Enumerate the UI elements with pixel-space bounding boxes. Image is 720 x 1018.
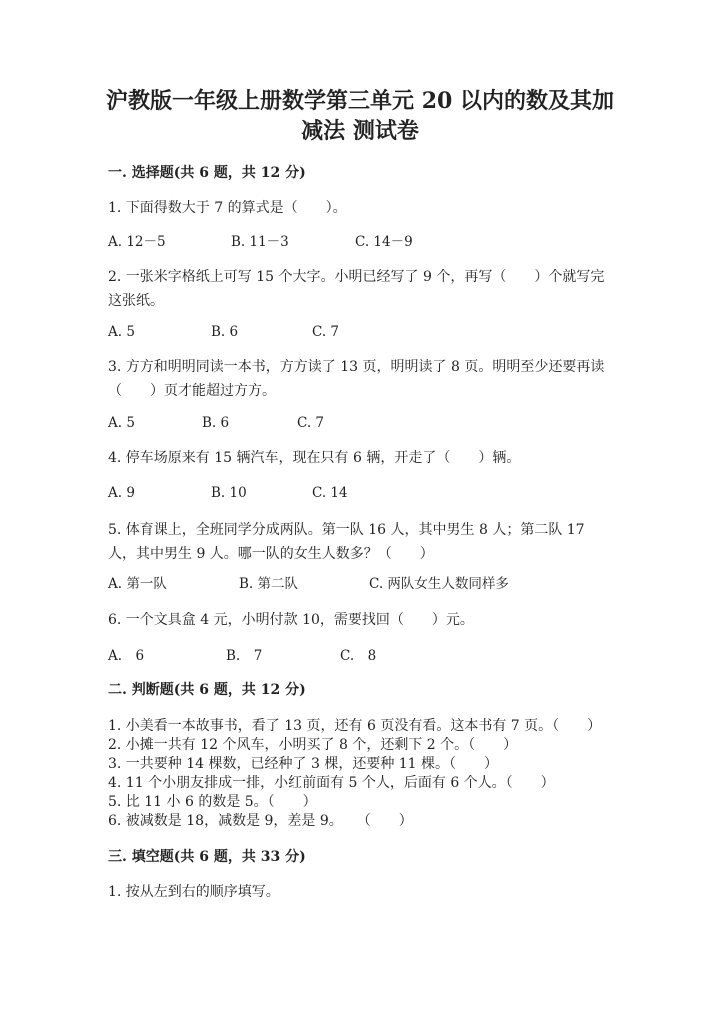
choice-question-6: 6. 一个文具盒 4 元，小明付款 10，需要找回（ ）元。 [108, 612, 474, 628]
judge-question: 1. 小美看一本故事书，看了 13 页，还有 6 页没有看。这本书有 7 页。（ ） [108, 718, 602, 734]
option-a: A. 第一队 [108, 576, 167, 592]
choice-options-2 [108, 322, 628, 342]
option-b: B. 6 [211, 324, 239, 340]
option-c: C. 7 [297, 415, 325, 431]
judge-question: 6. 被减数是 18，减数是 9，差是 9。 （ ） [108, 813, 413, 829]
choice-question-4: 4. 停车场原来有 15 辆汽车，现在只有 6 辆，开走了（ ）辆。 [108, 450, 521, 466]
choice-question-2: 2. 一张米字格纸上可写 15 个大字。小明已经写了 9 个，再写（ ）个就写完这张纸。 [108, 269, 605, 309]
option-b: B. 10 [211, 485, 247, 501]
choice-options-4 [108, 483, 628, 503]
option-b: B. 6 [202, 415, 230, 431]
option-a: A. 5 [108, 324, 135, 340]
judge-question: 2. 小摊一共有 12 个风车，小明买了 8 个，还剩下 2 个。（ ） [108, 737, 518, 753]
section-heading-fill: 三. 填空题(共 6 题，共 33 分) [108, 849, 306, 865]
option-c: C. 14 [312, 485, 348, 501]
section-heading-choice: 一. 选择题(共 6 题，共 12 分) [108, 165, 306, 181]
choice-question-3: 3. 方方和明明同读一本书，方方读了 13 页，明明读了 8 页。明明至少还要再读（ ）页才能超过方方。 [108, 359, 605, 399]
judge-question-list [108, 717, 628, 831]
choice-question-1: 1. 下面得数大于 7 的算式是（ ）。 [108, 200, 347, 216]
page-title [60, 86, 660, 146]
option-b: B. 7 [226, 648, 263, 664]
title-line-1: 沪教版一年级上册数学第三单元 20 以内的数及其加 [106, 88, 614, 114]
option-c: C. 7 [312, 324, 340, 340]
choice-options-3 [108, 413, 628, 433]
option-b: B. 第二队 [239, 576, 299, 592]
fill-question-1: 1. 按从左到右的顺序填写。 [108, 884, 280, 900]
option-a: A. 6 [108, 648, 145, 664]
title-line-2: 减法 测试卷 [301, 118, 419, 144]
choice-options-6 [108, 646, 628, 666]
section-heading-judge: 二. 判断题(共 6 题，共 12 分) [108, 682, 306, 698]
option-c: C. 两队女生人数同样多 [369, 576, 509, 592]
option-c: C. 8 [340, 648, 377, 664]
choice-options-5 [108, 574, 628, 594]
option-b: B. 11－3 [231, 234, 289, 250]
option-a: A. 5 [108, 415, 135, 431]
judge-question: 4. 11 个小朋友排成一排，小红前面有 5 个人，后面有 6 个人。（ ） [108, 775, 555, 791]
choice-options-1 [108, 232, 628, 252]
option-a: A. 12－5 [108, 234, 166, 250]
choice-question-5: 5. 体育课上，全班同学分成两队。第一队 16 人，其中男生 8 人；第二队 17 人，其中男生 9 人。哪一队的女生人数多？（ ） [108, 522, 585, 562]
option-c: C. 14－9 [355, 234, 413, 250]
judge-question: 5. 比 11 小 6 的数是 5。（ ） [108, 794, 317, 810]
judge-question: 3. 一共要种 14 棵数，已经种了 3 棵，还要种 11 棵。（ ） [108, 756, 499, 772]
option-a: A. 9 [108, 485, 135, 501]
